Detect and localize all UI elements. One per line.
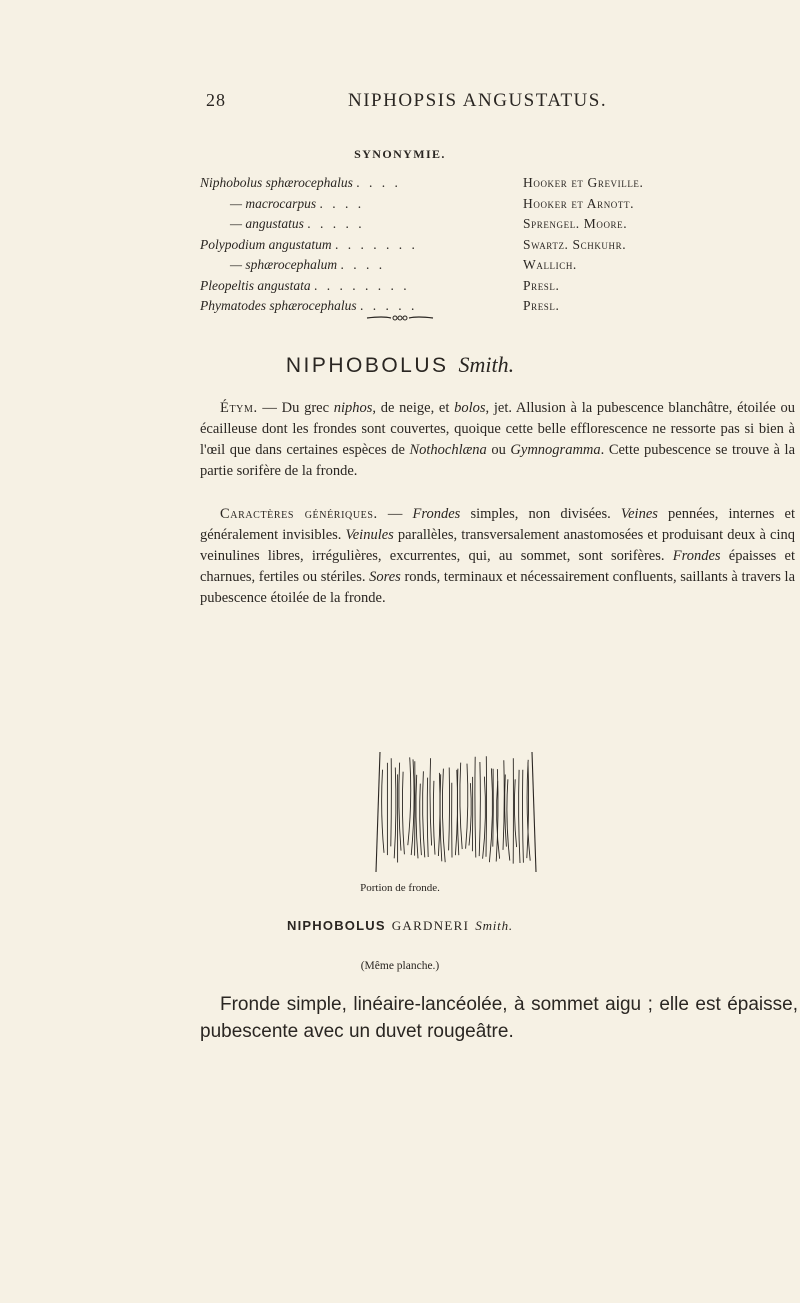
etymology-paragraph (200, 398, 795, 482)
frond-vein (408, 757, 411, 845)
frond-vein (440, 774, 442, 861)
species-genus: NIPHOBOLUS (287, 918, 386, 933)
synonymy-entry (0, 175, 800, 196)
frond-vein (479, 762, 480, 856)
frond-vein (519, 770, 520, 863)
etymology-label: Étym. (220, 400, 258, 416)
frond-vein (483, 777, 486, 859)
text-run: épaisses et charnues, fertiles ou stériles. (200, 548, 795, 585)
text-run: bolos (454, 400, 486, 416)
text-run: — Du grec (257, 400, 334, 416)
description-text: Fronde simple, linéaire-lancéolée, à sommet aigu ; elle est épaisse, pubescente avec un duvet rougeâtre. (200, 994, 798, 1042)
synonym-author: Presl. (523, 277, 560, 293)
frond-vein (411, 759, 414, 855)
synonym-name: Phymatodes sphærocephalus . . . . . (200, 298, 418, 313)
frond-vein (503, 760, 504, 850)
synonymy-entry (0, 278, 800, 299)
figure-caption: Portion de fronde. (360, 882, 440, 894)
text-run: ronds, terminaux et nécessairement confluents, saillants à travers la pubescence étoilée de la fronde. (200, 569, 796, 606)
text-run: ou (486, 442, 511, 458)
text-run: , de neige, et (372, 400, 455, 416)
text-run: Frondes (672, 548, 721, 564)
text-run: Veinules (345, 527, 394, 543)
frond-vein (423, 771, 425, 857)
frond-illustration (366, 746, 542, 874)
characters-label: Caractères génériques. (220, 506, 378, 522)
frond-vein (514, 779, 516, 847)
synonym-author: Wallich. (523, 257, 577, 272)
species-author: Smith. (475, 918, 513, 933)
text-run: . Cette pubescence se trouve à la partie sorifère de la fronde. (200, 442, 796, 479)
frond-vein (507, 779, 510, 860)
synonym-author: Hooker et Greville. (523, 175, 644, 190)
synonymy-title: SYNONYMIE. (354, 147, 446, 161)
synonym-name: — angustatus . . . . . (230, 216, 365, 231)
page-number: 28 (206, 90, 226, 110)
genus-name: NIPHOBOLUS (285, 354, 449, 377)
frond-vein (430, 758, 432, 845)
synonymy-entry (0, 257, 800, 278)
genus-heading (0, 352, 800, 378)
frond-vein (382, 770, 384, 853)
text-run: Sores (369, 569, 401, 585)
frond-vein (391, 758, 392, 846)
synonym-name: Niphobolus sphærocephalus . . . . (200, 175, 401, 190)
synonymy-entry (0, 216, 800, 237)
synonym-author: Swartz. Schkuhr. (523, 236, 627, 252)
frond-vein (466, 764, 468, 849)
frond-vein (399, 763, 401, 851)
running-title: NIPHOPSIS ANGUSTATUS. (348, 90, 608, 111)
frond-vein (523, 770, 524, 863)
species-description (200, 991, 798, 1045)
text-run: Veines (620, 506, 658, 522)
frond-vein (460, 763, 462, 850)
frond-vein (457, 769, 458, 856)
synonymy-entry (0, 237, 800, 258)
text-run: pennées, internes et généralement invisibles. (200, 506, 795, 543)
synonym-author: Sprengel. Moore. (523, 216, 628, 231)
synonym-name: — sphærocephalum . . . . (230, 257, 386, 272)
text-run: — (377, 506, 413, 522)
characters-paragraph (200, 504, 795, 609)
text-run: Gymnogramma (510, 442, 601, 458)
frond-vein (486, 756, 487, 857)
text-run: parallèles, transversalement anastomosées et produisant deux à cinq veinulines libres, irrégulières, excurrentes, qui, au sommet, sont sorifères. (200, 527, 795, 564)
plate-note: (Même planche.) (360, 960, 440, 972)
text-run: niphos (333, 400, 373, 416)
synonym-name: Pleopeltis angustata . . . . . . . . (200, 277, 410, 293)
synonym-author: Presl. (523, 298, 560, 313)
text-run: , jet. Allusion à la pubescence blanchâtre, étoilée ou écailleuse dont les frondes sont couvertes, quoique cette belle efflorescence ne ressorte pas si bien à l'œil que dans certaines espèces de (200, 400, 795, 458)
frond-vein (489, 768, 492, 862)
species-heading (0, 918, 800, 934)
frond-vein (427, 778, 428, 857)
genus-author: Smith. (458, 352, 515, 377)
page-header (0, 90, 800, 114)
synonymy-list (0, 175, 800, 319)
ornament-divider (365, 313, 435, 323)
frond-vein (433, 781, 435, 855)
frond-vein (420, 784, 422, 856)
synonym-author: Hooker et Arnott. (523, 195, 635, 211)
text-run: simples, non divisées. (460, 506, 621, 522)
frond-vein (402, 772, 404, 855)
frond-vein (493, 769, 494, 847)
frond-vein (469, 783, 471, 845)
synonymy-entry (0, 196, 800, 217)
frond-vein (442, 769, 445, 863)
synonym-name: — macrocarpus . . . . (230, 195, 365, 211)
frond-vein (416, 775, 418, 859)
synonym-name: Polypodium angustatum . . . . . . . (200, 236, 418, 252)
species-epithet: GARDNERI (391, 918, 470, 933)
text-run: Frondes (412, 506, 461, 522)
frond-vein (449, 768, 450, 851)
frond-vein (475, 757, 476, 858)
frond-vein (394, 768, 396, 859)
frond-vein (505, 775, 507, 847)
text-run: Nothochlæna (409, 442, 487, 458)
